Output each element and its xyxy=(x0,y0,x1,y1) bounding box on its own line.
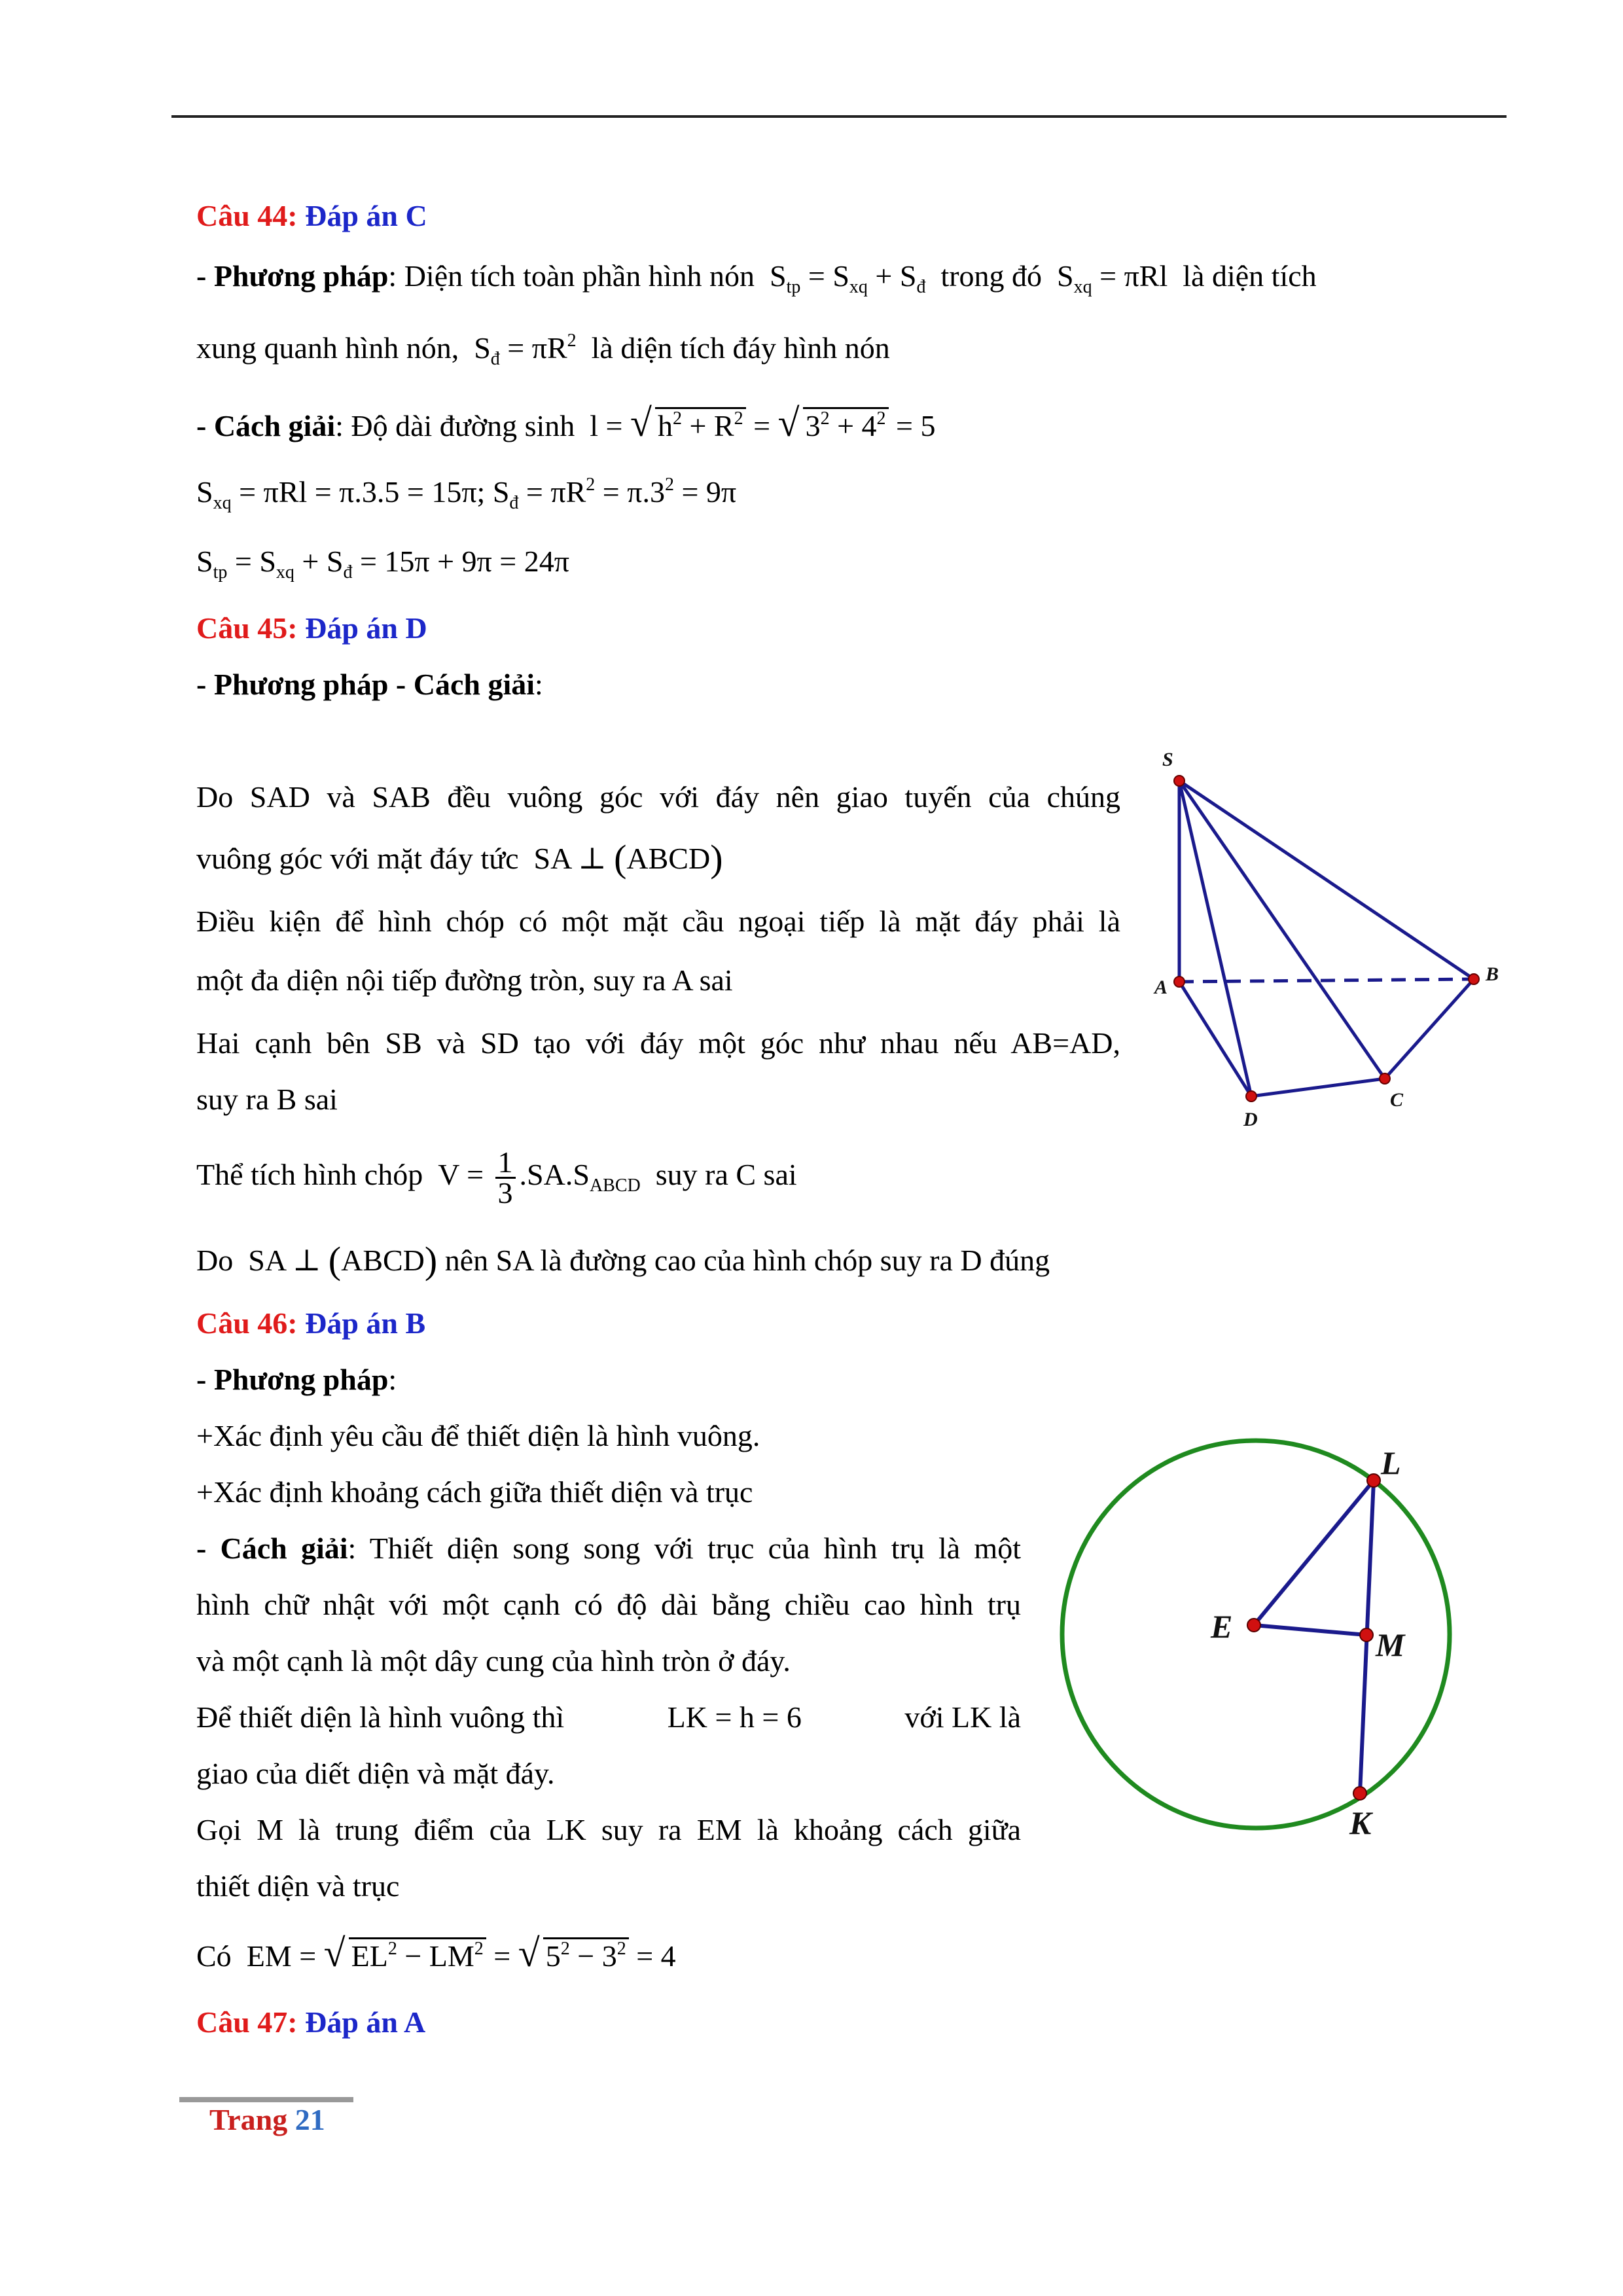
footer-rule xyxy=(179,2097,353,2102)
q44-method xyxy=(196,258,1317,295)
label-S: S xyxy=(1162,749,1173,770)
q47-answer: Đáp án A xyxy=(305,2005,426,2039)
q44-method-text2: trong đó xyxy=(940,259,1043,293)
q45-line8 xyxy=(196,1239,1050,1282)
q46-method xyxy=(196,1361,397,1398)
q45-line3: Điều kiện để hình chóp có một mặt cầu ngoại tiếp là mặt đáy phải là xyxy=(196,905,1120,938)
q44-formula-total: $S_{tp} = S_{xq} + S_đ$ xyxy=(762,259,926,297)
q45-line7-text2: suy ra C sai xyxy=(655,1158,797,1192)
q47-heading xyxy=(196,2004,425,2041)
q46-step1: +Xác định yêu cầu để thiết diện là hình vuông. xyxy=(196,1419,760,1452)
q47-label: Câu 47: xyxy=(196,2005,298,2039)
q44-method-2 xyxy=(196,330,890,367)
q44-formula-slant: l = √ $h^2 + R^2$ = √ $3^2 + 4^2 = 5$ xyxy=(582,401,936,444)
label-K: K xyxy=(1349,1804,1372,1841)
q44-method-label: - Phương pháp xyxy=(196,259,389,293)
q45-line8-text: Do xyxy=(196,1244,234,1277)
q45-heading xyxy=(196,610,427,647)
label-C: C xyxy=(1390,1089,1404,1111)
q44-formula-base: $S_đ = \pi R^2$ xyxy=(466,331,577,369)
q46-square-formula: LK = h = 6 xyxy=(667,1700,802,1734)
q46-solve1-text: : Thiết diện song song với trục của hình trụ là một xyxy=(348,1532,1021,1565)
q45-line4: một đa diện nội tiếp đường tròn, suy ra A sai xyxy=(196,963,733,997)
circle-figure xyxy=(1034,1420,1492,1865)
q46-solve3: và một cạnh là một dây cung của hình tròn ở đáy. xyxy=(196,1644,791,1677)
q44-solve-text: : Độ dài đường sinh xyxy=(335,409,575,442)
q46-solve-label: - Cách giải xyxy=(196,1532,348,1565)
q46-solve2: hình chữ nhật với một cạnh có độ dài bằng chiều cao hình trụ xyxy=(196,1588,1021,1621)
q46-distance-formula: EM = √ $EL^2 - LM^2$ = √ $5^2 - 3^2 = 4$ xyxy=(239,1931,676,1975)
q45-line8-text2: nên SA là đường cao của hình chóp suy ra D đúng xyxy=(444,1244,1050,1277)
label-D: D xyxy=(1243,1109,1258,1130)
q45-method-label: - Phương pháp - Cách giải xyxy=(196,668,535,701)
q46-solve8-text: Có xyxy=(196,1939,232,1973)
page-number: 21 xyxy=(294,2103,325,2136)
q44-method-text4: xung quanh hình nón, xyxy=(196,331,459,365)
q46-step2: +Xác định khoảng cách giữa thiết diện và trục xyxy=(196,1475,753,1509)
q44-method-text5: là diện tích đáy hình nón xyxy=(591,331,890,365)
q46-solve5: giao của diết diện và mặt đáy. xyxy=(196,1757,555,1790)
q46-answer: Đáp án B xyxy=(305,1306,426,1340)
header-rule xyxy=(171,115,1507,118)
q46-solve7: thiết diện và trục xyxy=(196,1869,400,1903)
q45-line5: Hai cạnh bên SB và SD tạo với đáy một góc như nhau nếu AB=AD, xyxy=(196,1026,1120,1060)
q46-solve8 xyxy=(196,1931,676,1975)
label-A: A xyxy=(1154,977,1168,998)
q45-method xyxy=(196,666,543,703)
q46-colon: : xyxy=(388,1363,397,1396)
page-footer xyxy=(209,2102,325,2137)
q45-colon: : xyxy=(535,668,543,701)
label-E: E xyxy=(1211,1608,1233,1645)
q44-solve xyxy=(196,401,936,444)
q44-formula-calc1: $S_{xq} = \pi Rl = \pi.3.5 = 15\pi$; $S_đ = \pi R^2 = \pi.3^2 = 9\pi$ xyxy=(196,475,737,513)
q45-line7-text: Thể tích hình chóp xyxy=(196,1158,423,1192)
q44-method-text: : Diện tích toàn phần hình nón xyxy=(388,259,755,293)
q45-volume-formula: V = $\frac{1}{3}$ $.SA.S_{ABCD}$ xyxy=(430,1145,641,1210)
q46-solve6: Gọi M là trung điểm của LK suy ra EM là khoảng cách giữa xyxy=(196,1813,1021,1846)
q45-line1: Do SAD và SAB đều vuông góc với đáy nên giao tuyến của chúng xyxy=(196,780,1120,814)
q46-heading xyxy=(196,1305,425,1342)
q44-solve-label: - Cách giải xyxy=(196,409,336,442)
q44-heading xyxy=(196,198,427,234)
q45-perp-formula: SA ⊥ (ABCD) xyxy=(526,837,723,880)
q44-label: Câu 44: xyxy=(196,199,298,232)
q45-label: Câu 45: xyxy=(196,611,298,645)
q46-method-label: - Phương pháp xyxy=(196,1363,389,1396)
q46-label: Câu 46: xyxy=(196,1306,298,1340)
label-L: L xyxy=(1381,1444,1401,1481)
q46-solve4 xyxy=(196,1699,1021,1736)
q44-formula-calc2: $S_{tp} = S_{xq} + S_đ = 15\pi + 9\pi = 24\pi$ xyxy=(196,545,569,583)
q45-answer: Đáp án D xyxy=(305,611,427,645)
q44-formula-lateral: $S_{xq} = \pi Rl$ xyxy=(1049,259,1175,297)
q44-answer: Đáp án C xyxy=(305,199,427,232)
q44-method-text3: là diện tích xyxy=(1183,259,1317,293)
q45-line2-text: vuông góc với mặt đáy tức xyxy=(196,842,519,875)
pyramid-figure xyxy=(1139,746,1505,1152)
q45-line7 xyxy=(196,1145,797,1210)
footer-label: Trang xyxy=(209,2103,288,2136)
q45-line2 xyxy=(196,837,723,880)
q45-perp-formula-2: SA ⊥ (ABCD) xyxy=(240,1239,438,1282)
q45-line6: suy ra B sai xyxy=(196,1083,338,1116)
q46-solve4-text: Để thiết diện là hình vuông thì xyxy=(196,1700,565,1734)
label-B: B xyxy=(1486,963,1499,985)
label-M: M xyxy=(1376,1626,1405,1663)
q46-solve4-text2: với LK là xyxy=(904,1700,1021,1734)
